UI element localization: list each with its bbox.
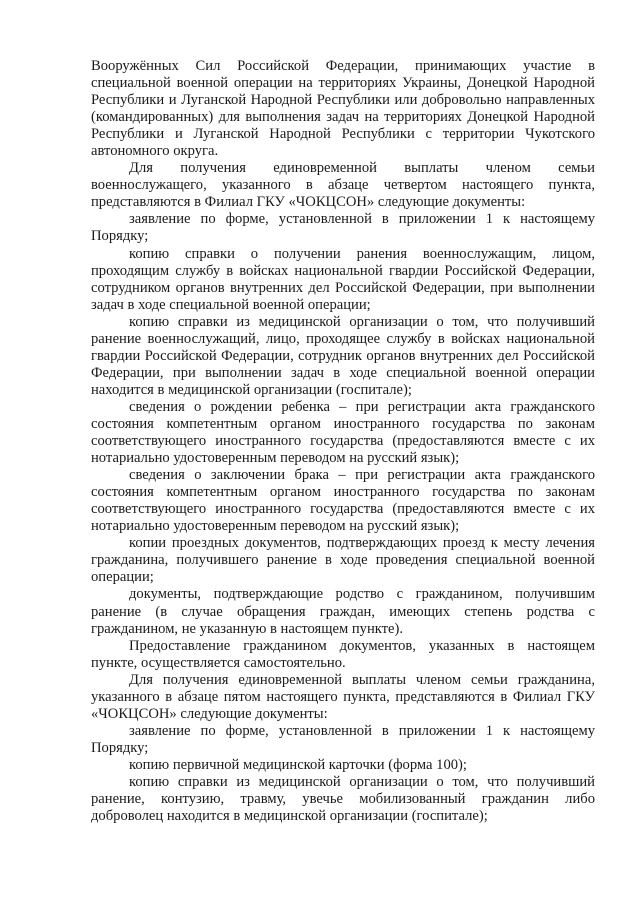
list-item: копии проездных документов, подтверждающих проезд к месту лечения гражданина, получившего ранение в ходе проведения специальной военной операции; bbox=[91, 535, 595, 586]
paragraph-continuation: Вооружённых Сил Российской Федерации, принимающих участие в специальной военной операции на территориях Украины, Донецкой Народной Республики и Луганской Народной Республики или добровольно направленных (командированных) для выполнения задач на территориях Донецкой Народной Республики и Луганской Народной Республики с территории Чукотского автономного округа. bbox=[91, 58, 595, 160]
list-item: заявление по форме, установленной в приложении 1 к настоящему Порядку; bbox=[91, 722, 595, 756]
list-item: копию справки о получении ранения военнослужащим, лицом, проходящим службу в войсках национальной гвардии Российской Федерации, сотрудником органов внутренних дел Российской Федерации, при выполнении задач в ходе специальной военной операции; bbox=[91, 245, 595, 313]
list-item: копию справки из медицинской организации о том, что получивший ранение, контузию, травму, увечье мобилизованный гражданин либо доброволец находится в медицинской организации (госпитале); bbox=[91, 773, 595, 825]
list-item: сведения о заключении брака – при регистрации акта гражданского состояния компетентным органом иностранного государства по законам соответствующего иностранного государства (предоставляются вместе с их нотариально удостоверенным переводом на русский язык); bbox=[91, 467, 595, 535]
document-page bbox=[91, 58, 595, 825]
paragraph: Для получения единовременной выплаты членом семьи гражданина, указанного в абзаце пятом настоящего пункта, представляются в Филиал ГКУ «ЧОКЦСОН» следующие документы: bbox=[91, 671, 595, 722]
paragraph: Предоставление гражданином документов, указанных в настоящем пункте, осуществляется самостоятельно. bbox=[91, 637, 595, 671]
list-item: копию первичной медицинской карточки (форма 100); bbox=[129, 756, 467, 773]
list-item: копию справки из медицинской организации о том, что получивший ранение военнослужащий, лицо, проходящее службу в войсках национальной гвардии Российской Федерации, сотрудник органов внутренних дел Российской Федерации, при выполнении задач в ходе специальной военной операции находится в медицинской организации (госпитале); bbox=[91, 313, 595, 398]
paragraph: Для получения единовременной выплаты членом семьи военнослужащего, указанного в абзаце четвертом настоящего пункта, представляются в Филиал ГКУ «ЧОКЦСОН» следующие документы: bbox=[91, 160, 595, 211]
list-item: документы, подтверждающие родство с гражданином, получившим ранение (в случае обращения граждан, имеющих степень родства с гражданином, не указанную в настоящем пункте). bbox=[91, 586, 595, 637]
list-item: заявление по форме, установленной в приложении 1 к настоящему Порядку; bbox=[91, 211, 595, 245]
list-item: сведения о рождении ребенка – при регистрации акта гражданского состояния компетентным органом иностранного государства по законам соответствующего иностранного государства (предоставляются вместе с их нотариально удостоверенным переводом на русский язык); bbox=[91, 398, 595, 467]
